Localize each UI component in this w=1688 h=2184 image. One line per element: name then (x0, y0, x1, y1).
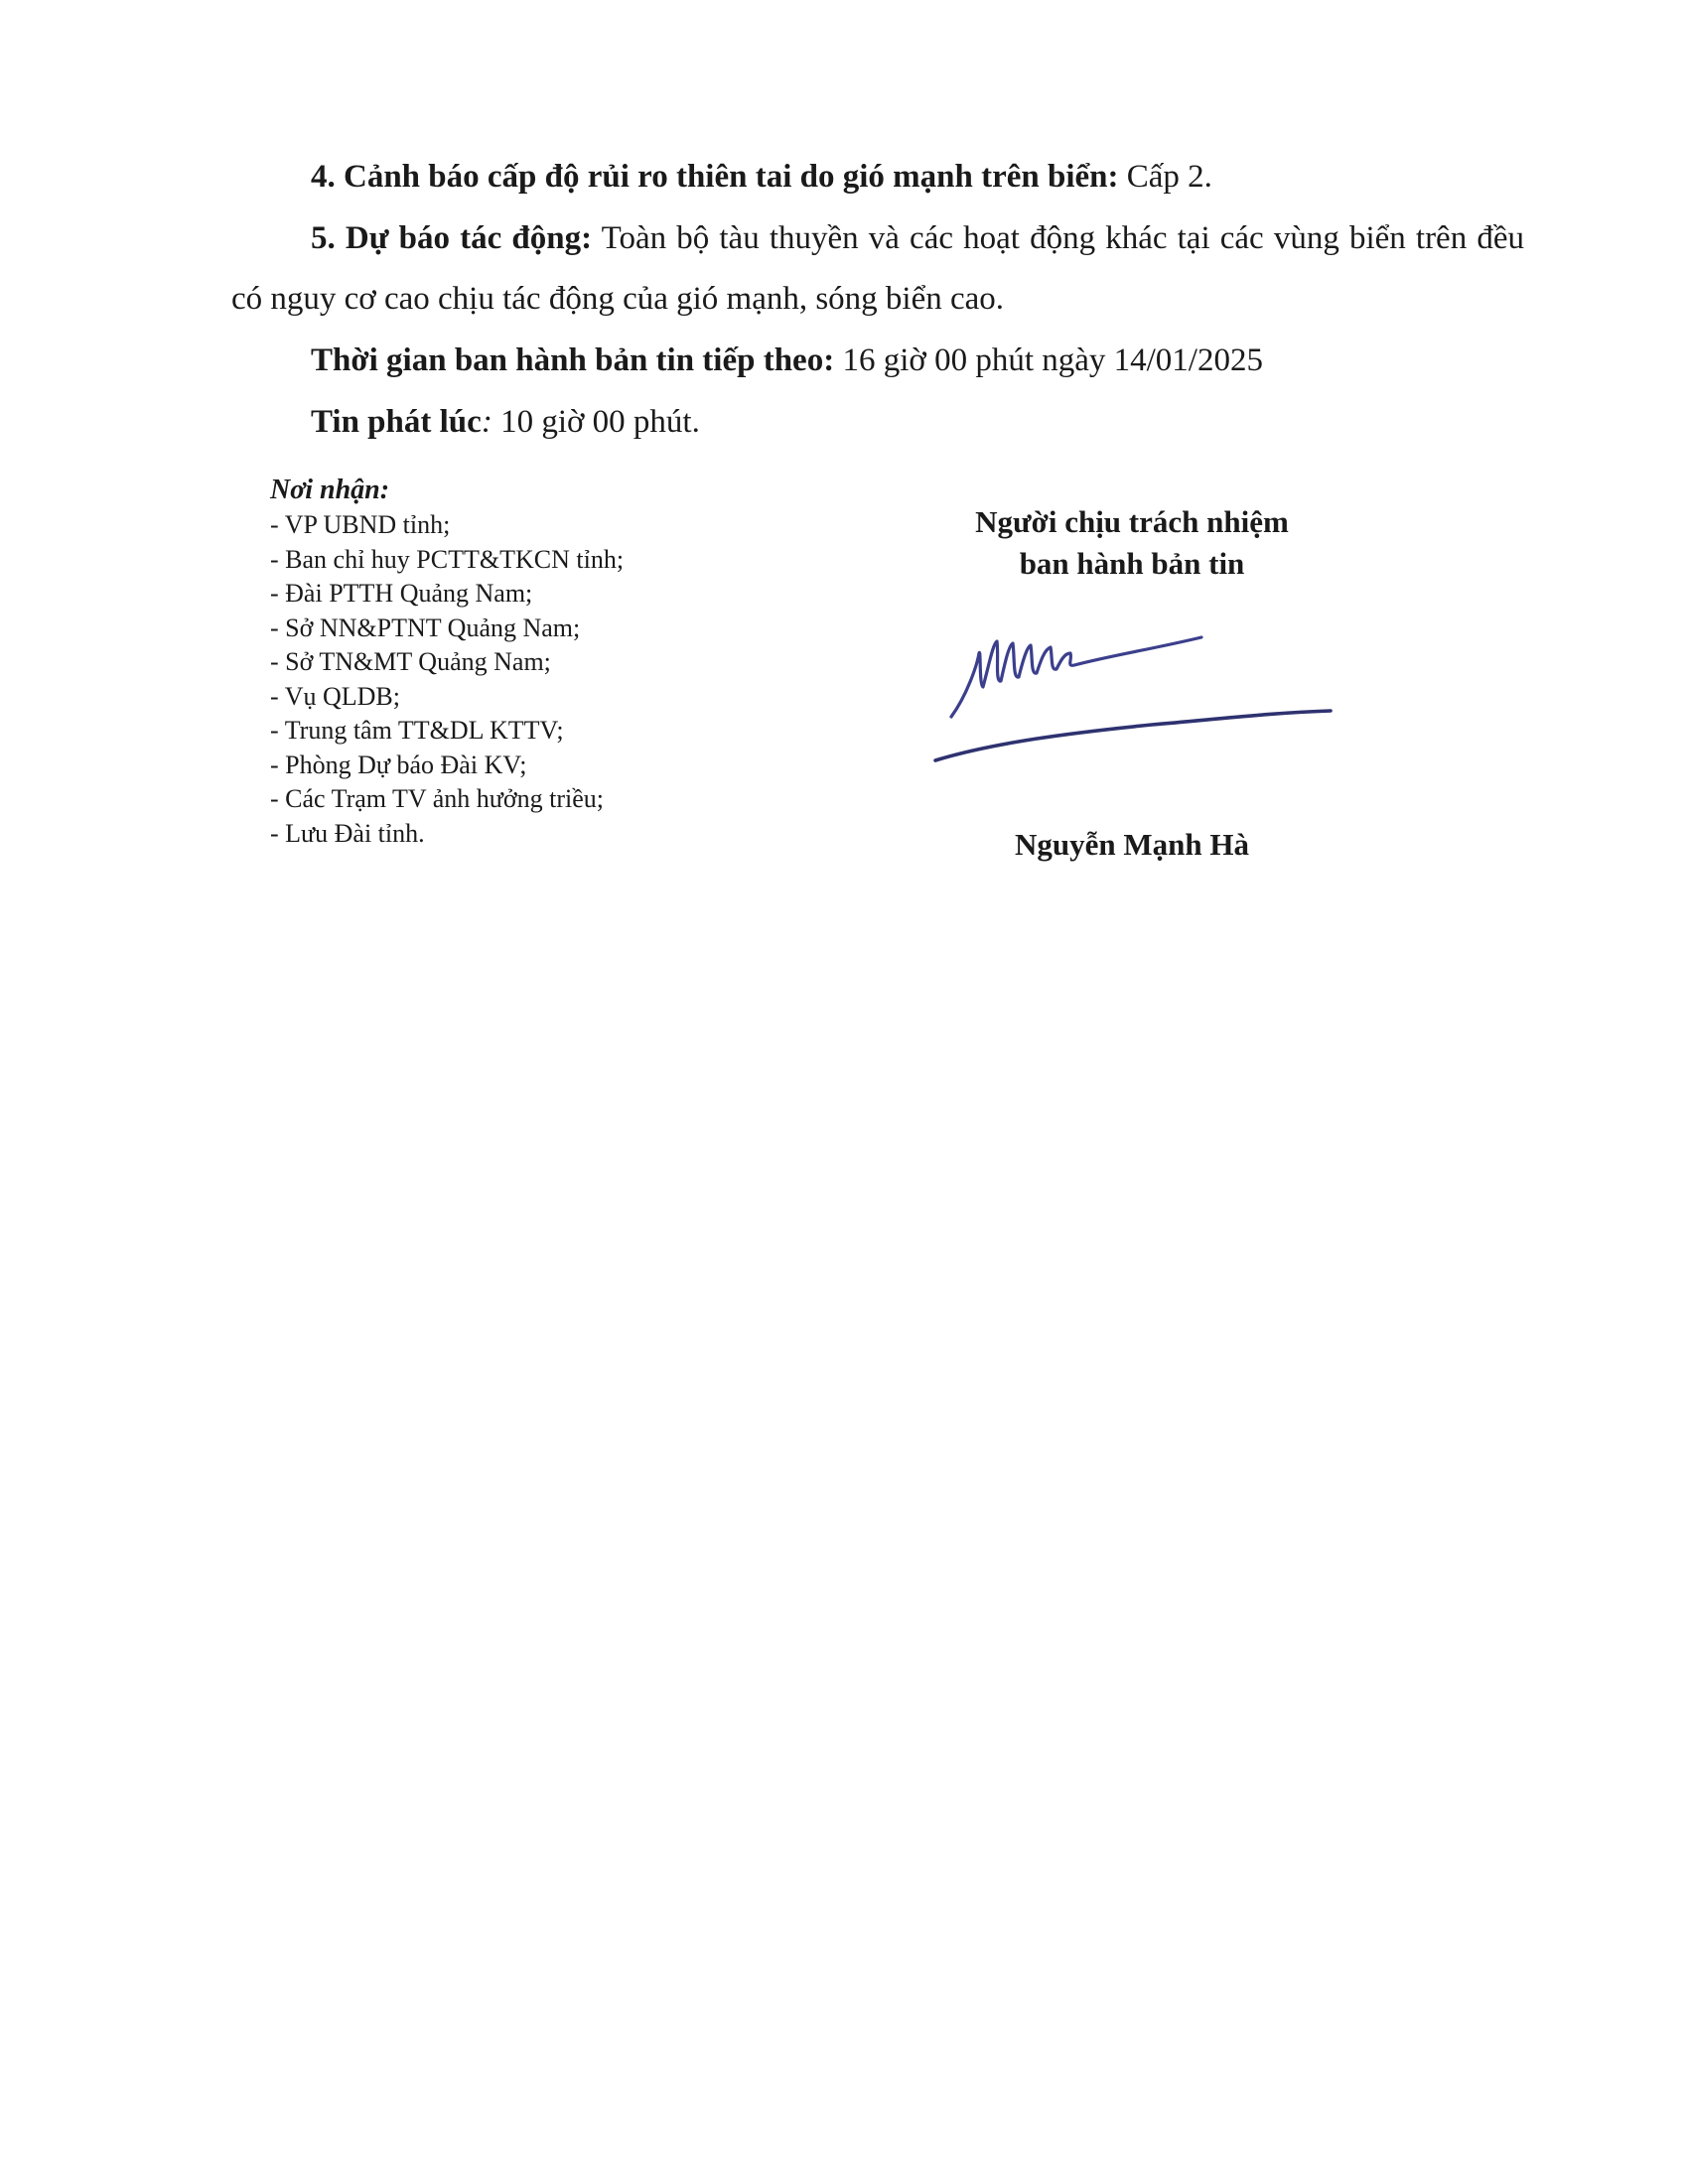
section-5-value: Toàn bộ tàu thuyền và các hoạt động khác tại các vùng biển trên đều có nguy cơ cao chịu tác động của gió mạnh, sóng biển cao. (231, 220, 1524, 317)
recipient-item: - Sở NN&PTNT Quảng Nam; (270, 613, 581, 642)
recipient-item: - Phòng Dự báo Đài KV; (270, 750, 527, 779)
recipient-item: - VP UBND tỉnh; (270, 510, 451, 539)
section-5-impact-forecast (231, 208, 1524, 330)
next-issue-value: 16 giờ 00 phút ngày 14/01/2025 (834, 342, 1263, 378)
recipient-item: - Trung tâm TT&DL KTTV; (270, 716, 564, 745)
recipient-item: - Các Trạm TV ảnh hưởng triều; (270, 784, 604, 813)
signer-name: Nguyễn Mạnh Hà (1015, 827, 1249, 862)
recipient-item: - Đài PTTH Quảng Nam; (270, 579, 533, 608)
section-4-risk-level (231, 147, 1524, 207)
section-4-label: 4. Cảnh báo cấp độ rủi ro thiên tai do gió mạnh trên biển: (311, 159, 1119, 195)
recipients-heading: Nơi nhận: (270, 475, 390, 505)
sent-at-value: 10 giờ 00 phút. (492, 404, 700, 440)
recipient-item: - Sở TN&MT Quảng Nam; (270, 647, 551, 676)
recipients-list (270, 508, 747, 851)
next-issue-label: Thời gian ban hành bản tin tiếp theo: (311, 342, 835, 378)
signer-title (894, 501, 1370, 585)
signer-title-line-1: Người chịu trách nhiệm (975, 504, 1289, 539)
signer-title-line-2: ban hành bản tin (1019, 546, 1245, 581)
next-issue-time (231, 331, 1524, 391)
recipient-item: - Lưu Đài tỉnh. (270, 818, 425, 848)
recipient-item: - Ban chỉ huy PCTT&TKCN tỉnh; (270, 544, 625, 574)
recipients-block (270, 473, 747, 851)
section-4-value: Cấp 2. (1118, 159, 1212, 195)
section-5-label: 5. Dự báo tác động: (311, 220, 593, 256)
recipient-item: - Vụ QLDB; (270, 681, 400, 711)
sent-at-colon: : (481, 404, 492, 440)
sent-at-time (231, 392, 1524, 453)
sent-at-label: Tin phát lúc (311, 404, 482, 440)
handwritten-signature-icon (933, 625, 1350, 784)
